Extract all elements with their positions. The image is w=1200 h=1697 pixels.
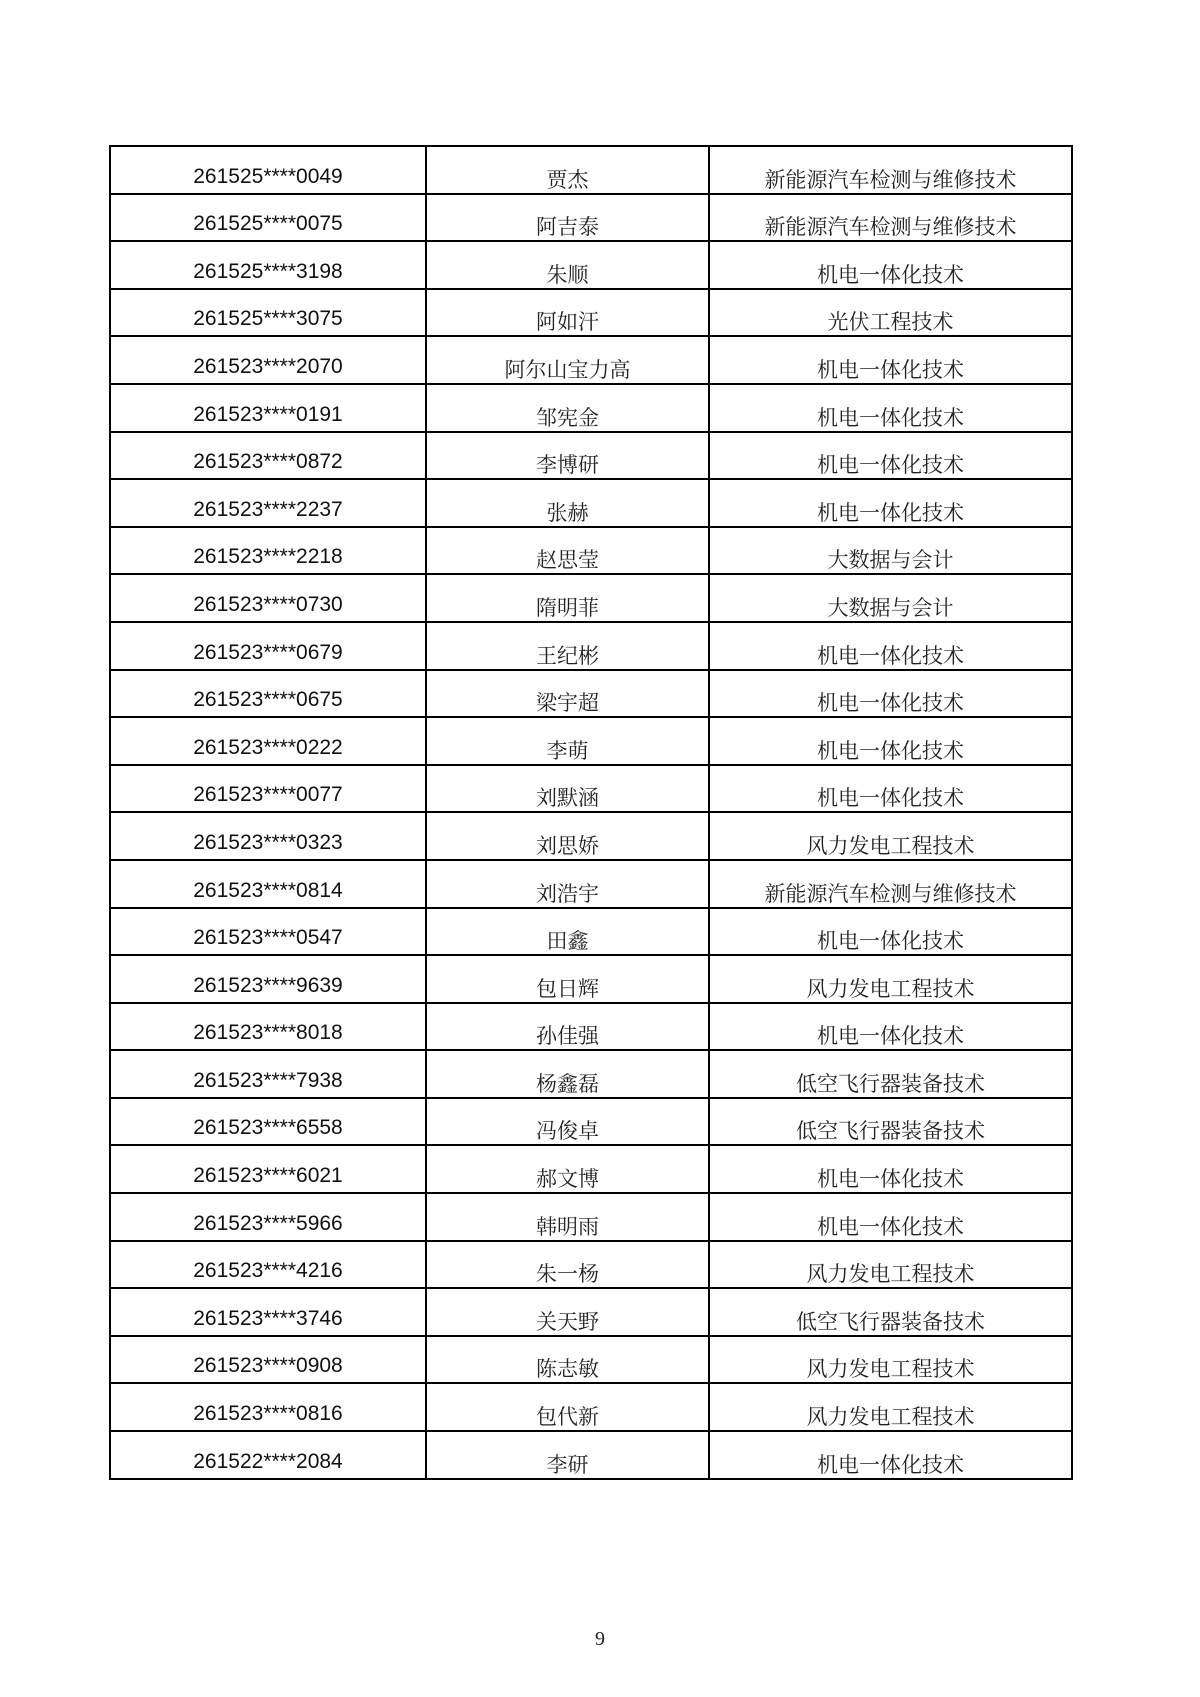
table-row	[110, 336, 1072, 384]
table-row	[110, 146, 1072, 194]
name-cell	[426, 622, 709, 670]
table-row	[110, 908, 1072, 956]
name-cell	[426, 194, 709, 242]
name-cell	[426, 1098, 709, 1146]
name-cell	[426, 1241, 709, 1289]
major-cell	[709, 1050, 1072, 1098]
name-cell	[426, 955, 709, 1003]
table-row	[110, 1145, 1072, 1193]
id-number-cell-text: 261523****0675	[193, 688, 343, 712]
major-cell	[709, 432, 1072, 480]
name-cell	[426, 1193, 709, 1241]
name-cell-text: 阿尔山宝力高	[504, 357, 631, 382]
name-cell	[426, 908, 709, 956]
name-cell-text: 刘浩宇	[536, 881, 599, 906]
name-cell	[426, 241, 709, 289]
major-cell	[709, 1193, 1072, 1241]
major-cell-text: 机电一体化技术	[817, 500, 964, 525]
id-number-cell	[110, 241, 426, 289]
id-number-cell	[110, 765, 426, 813]
id-number-cell-text: 261525****0075	[193, 212, 343, 236]
major-cell	[709, 1336, 1072, 1384]
id-number-cell	[110, 336, 426, 384]
name-cell-text: 孙佳强	[536, 1024, 599, 1049]
name-cell-text: 陈志敏	[536, 1357, 599, 1382]
id-number-cell-text: 261523****2070	[193, 354, 343, 378]
name-cell-text: 刘思娇	[536, 833, 599, 858]
name-cell	[426, 289, 709, 337]
major-cell-text: 新能源汽车检测与维修技术	[764, 167, 1017, 192]
id-number-cell-text: 261523****0908	[193, 1354, 343, 1378]
id-number-cell-text: 261523****7938	[193, 1068, 343, 1092]
name-cell	[426, 812, 709, 860]
name-cell	[426, 432, 709, 480]
id-number-cell	[110, 146, 426, 194]
id-number-cell	[110, 432, 426, 480]
name-cell	[426, 574, 709, 622]
table-row	[110, 1241, 1072, 1289]
major-cell	[709, 670, 1072, 718]
id-number-cell	[110, 812, 426, 860]
major-cell-text: 机电一体化技术	[817, 262, 964, 287]
table-row	[110, 1288, 1072, 1336]
id-number-cell	[110, 1241, 426, 1289]
table-row	[110, 289, 1072, 337]
name-cell	[426, 1145, 709, 1193]
major-cell	[709, 1383, 1072, 1431]
id-number-cell	[110, 194, 426, 242]
major-cell	[709, 527, 1072, 575]
id-number-cell-text: 261523****0730	[193, 592, 343, 616]
id-number-cell	[110, 479, 426, 527]
table-row	[110, 1098, 1072, 1146]
id-number-cell-text: 261523****2218	[193, 545, 343, 569]
table-row	[110, 574, 1072, 622]
id-number-cell	[110, 1336, 426, 1384]
name-cell-text: 田鑫	[546, 929, 589, 954]
name-cell-text: 刘默涵	[536, 786, 599, 811]
major-cell-text: 机电一体化技术	[817, 643, 964, 668]
id-number-cell-text: 261523****4216	[193, 1259, 343, 1283]
major-cell-text: 机电一体化技术	[817, 1167, 964, 1192]
id-number-cell	[110, 860, 426, 908]
table-row	[110, 955, 1072, 1003]
id-number-cell	[110, 1288, 426, 1336]
id-number-cell	[110, 1383, 426, 1431]
major-cell	[709, 717, 1072, 765]
major-cell	[709, 289, 1072, 337]
name-cell-text: 邹宪金	[536, 405, 599, 430]
id-number-cell-text: 261523****0323	[193, 830, 343, 854]
name-cell	[426, 1003, 709, 1051]
id-number-cell	[110, 622, 426, 670]
name-cell	[426, 717, 709, 765]
name-cell-text: 冯俊卓	[536, 1119, 599, 1144]
major-cell-text: 机电一体化技术	[817, 691, 964, 716]
major-cell-text: 机电一体化技术	[817, 453, 964, 478]
id-number-cell	[110, 1193, 426, 1241]
id-number-cell	[110, 1098, 426, 1146]
id-number-cell-text: 261523****0814	[193, 878, 343, 902]
table-row	[110, 670, 1072, 718]
id-number-cell-text: 261523****0191	[193, 402, 343, 426]
table-row	[110, 1383, 1072, 1431]
name-cell-text: 关天野	[536, 1309, 599, 1334]
name-cell-text: 郝文博	[536, 1167, 599, 1192]
name-cell	[426, 1383, 709, 1431]
name-cell	[426, 1336, 709, 1384]
major-cell-text: 机电一体化技术	[817, 738, 964, 763]
major-cell	[709, 479, 1072, 527]
name-cell	[426, 765, 709, 813]
major-cell	[709, 860, 1072, 908]
major-cell	[709, 1098, 1072, 1146]
table-row	[110, 1336, 1072, 1384]
id-number-cell-text: 261522****2084	[193, 1449, 343, 1473]
id-number-cell	[110, 717, 426, 765]
table-row	[110, 1193, 1072, 1241]
name-cell-text: 阿如汗	[536, 310, 599, 335]
major-cell-text: 新能源汽车检测与维修技术	[764, 881, 1017, 906]
id-number-cell-text: 261525****3198	[193, 259, 343, 283]
major-cell	[709, 384, 1072, 432]
table-row	[110, 622, 1072, 670]
table-row	[110, 384, 1072, 432]
major-cell-text: 机电一体化技术	[817, 357, 964, 382]
major-cell-text: 低空飞行器装备技术	[796, 1071, 985, 1096]
table-row	[110, 1050, 1072, 1098]
id-number-cell-text: 261523****0679	[193, 640, 343, 664]
major-cell	[709, 955, 1072, 1003]
table-row	[110, 241, 1072, 289]
table-row	[110, 1003, 1072, 1051]
id-number-cell-text: 261523****3746	[193, 1306, 343, 1330]
id-number-cell	[110, 1050, 426, 1098]
name-cell	[426, 1288, 709, 1336]
major-cell	[709, 765, 1072, 813]
name-cell-text: 包日辉	[536, 976, 599, 1001]
name-cell-text: 包代新	[536, 1405, 599, 1430]
major-cell-text: 机电一体化技术	[817, 786, 964, 811]
table-row	[110, 860, 1072, 908]
table-row	[110, 432, 1072, 480]
name-cell-text: 韩明雨	[536, 1214, 599, 1239]
name-cell-text: 李博研	[536, 453, 599, 478]
major-cell	[709, 622, 1072, 670]
table-row	[110, 717, 1072, 765]
table-row	[110, 1431, 1072, 1479]
major-cell-text: 风力发电工程技术	[806, 833, 975, 858]
id-number-cell-text: 261523****8018	[193, 1021, 343, 1045]
id-number-cell-text: 261523****5966	[193, 1211, 343, 1235]
name-cell	[426, 1431, 709, 1479]
name-cell	[426, 336, 709, 384]
id-number-cell	[110, 1431, 426, 1479]
id-number-cell-text: 261525****3075	[193, 307, 343, 331]
major-cell-text: 机电一体化技术	[817, 929, 964, 954]
id-number-cell	[110, 384, 426, 432]
name-cell	[426, 1050, 709, 1098]
major-cell-text: 风力发电工程技术	[806, 1262, 975, 1287]
major-cell-text: 光伏工程技术	[827, 310, 954, 335]
id-number-cell-text: 261523****6558	[193, 1116, 343, 1140]
major-cell-text: 机电一体化技术	[817, 1452, 964, 1477]
major-cell	[709, 241, 1072, 289]
id-number-cell-text: 261523****6021	[193, 1164, 343, 1188]
major-cell-text: 大数据与会计	[827, 548, 954, 573]
id-number-cell-text: 261523****0547	[193, 926, 343, 950]
name-cell	[426, 670, 709, 718]
major-cell	[709, 908, 1072, 956]
name-cell	[426, 527, 709, 575]
name-cell-text: 朱顺	[546, 262, 589, 287]
id-number-cell-text: 261523****9639	[193, 973, 343, 997]
id-number-cell	[110, 527, 426, 575]
id-number-cell	[110, 955, 426, 1003]
major-cell	[709, 1003, 1072, 1051]
major-cell-text: 大数据与会计	[827, 595, 954, 620]
major-cell	[709, 812, 1072, 860]
major-cell-text: 新能源汽车检测与维修技术	[764, 215, 1017, 240]
table-row	[110, 479, 1072, 527]
name-cell	[426, 479, 709, 527]
major-cell	[709, 1431, 1072, 1479]
name-cell-text: 张赫	[546, 500, 589, 525]
id-number-cell-text: 261523****0816	[193, 1402, 343, 1426]
major-cell	[709, 1145, 1072, 1193]
id-number-cell-text: 261523****2237	[193, 497, 343, 521]
name-cell-text: 贾杰	[546, 167, 589, 192]
id-number-cell-text: 261523****0077	[193, 783, 343, 807]
id-number-cell	[110, 1003, 426, 1051]
name-cell-text: 王纪彬	[536, 643, 599, 668]
table-body	[110, 146, 1072, 1479]
major-cell-text: 低空飞行器装备技术	[796, 1119, 985, 1144]
table-row	[110, 765, 1072, 813]
name-cell-text: 李萌	[546, 738, 589, 763]
major-cell	[709, 1288, 1072, 1336]
major-cell	[709, 574, 1072, 622]
major-cell-text: 风力发电工程技术	[806, 1357, 975, 1382]
major-cell-text: 机电一体化技术	[817, 1214, 964, 1239]
id-number-cell	[110, 289, 426, 337]
major-cell	[709, 146, 1072, 194]
name-cell-text: 梁宇超	[536, 691, 599, 716]
name-cell-text: 杨鑫磊	[536, 1071, 599, 1096]
major-cell-text: 风力发电工程技术	[806, 1405, 975, 1430]
id-number-cell	[110, 908, 426, 956]
name-cell-text: 李研	[546, 1452, 589, 1477]
id-number-cell-text: 261523****0222	[193, 735, 343, 759]
major-cell-text: 机电一体化技术	[817, 1024, 964, 1049]
id-number-cell	[110, 1145, 426, 1193]
major-cell	[709, 1241, 1072, 1289]
name-cell-text: 隋明菲	[536, 595, 599, 620]
id-number-cell-text: 261523****0872	[193, 450, 343, 474]
id-number-cell	[110, 574, 426, 622]
name-cell-text: 阿吉泰	[536, 215, 599, 240]
id-number-cell-text: 261525****0049	[193, 164, 343, 188]
table-row	[110, 194, 1072, 242]
major-cell-text: 机电一体化技术	[817, 405, 964, 430]
table-row	[110, 527, 1072, 575]
major-cell	[709, 336, 1072, 384]
major-cell-text: 低空飞行器装备技术	[796, 1309, 985, 1334]
page-number: 9	[595, 1628, 605, 1650]
major-cell	[709, 194, 1072, 242]
name-cell-text: 朱一杨	[536, 1262, 599, 1287]
name-cell-text: 赵思莹	[536, 548, 599, 573]
major-cell-text: 风力发电工程技术	[806, 976, 975, 1001]
name-cell	[426, 860, 709, 908]
id-number-cell	[110, 670, 426, 718]
name-cell	[426, 384, 709, 432]
name-cell	[426, 146, 709, 194]
table-row	[110, 812, 1072, 860]
student-list-table	[109, 145, 1073, 1480]
